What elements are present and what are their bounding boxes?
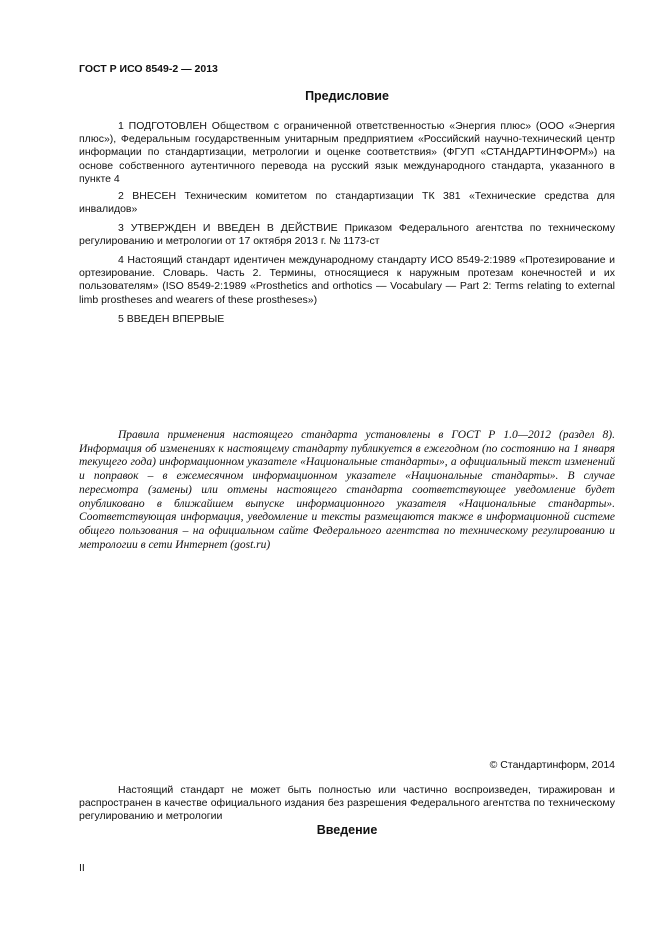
foreword-item-1: 1 ПОДГОТОВЛЕН Обществом с ограниченной ответственностью «Энергия плюс» (ООО «Энергия плюс»), Федеральным государственным унитарным предприятием «Российский научно-технический центр информации по стандартизации, метрологии и оценке соответствия» (ФГУП «СТАНДАРТИНФОРМ») на основе собственного аутентичного перевода на русский язык международного стандарта, указанного в пункте 4 <box>79 120 615 185</box>
foreword-title: Предисловие <box>305 89 389 103</box>
foreword-item-4: 4 Настоящий стандарт идентичен международному стандарту ИСО 8549-2:1989 «Протезирование и ортезирование. Словарь. Часть 2. Термины, относящиеся к наружным протезам конечностей и их пользователям» (ISO 8549-2:1989 «Prosthetics and orthotics — Vocabulary — Part 2: Terms relating to external limb prostheses and wearers of these prostheses») <box>79 254 615 306</box>
foreword-item-2: 2 ВНЕСЕН Техническим комитетом по стандартизации ТК 381 «Технические средства для инвалидов» <box>79 190 615 216</box>
rules-notice: Правила применения настоящего стандарта установлены в ГОСТ Р 1.0—2012 (раздел 8). Информация об изменениях к настоящему стандарту публикуется в ежегодном (по состоянию на 1 января текущего года) информационном указателе «Национальные стандарты», а официальный текст изменений и поправок – в ежемесячном информационном указателе «Национальные стандарты». В случае пересмотра (замены) или отмены настоящего стандарта соответствующее уведомление будет опубликовано в ближайшем выпуске информационного указателя «Национальные стандарты». Соответствующая информация, уведомление и тексты размещаются также в информационной системе общего пользования – на официальном сайте Федерального агентства по техническому регулированию и метрологии в сети Интернет (gost.ru) <box>79 429 615 551</box>
introduction-title: Введение <box>316 823 378 837</box>
foreword-item-5: 5 ВВЕДЕН ВПЕРВЫЕ <box>118 313 225 325</box>
foreword-item-3: 3 УТВЕРЖДЕН И ВВЕДЕН В ДЕЙСТВИЕ Приказом Федерального агентства по техническому регулированию и метрологии от 17 октября 2013 г. № 1173-ст <box>79 222 615 248</box>
copyright-line: © Стандартинформ, 2014 <box>489 759 615 771</box>
standard-code-header: ГОСТ Р ИСО 8549-2 — 2013 <box>79 63 218 75</box>
reproduction-notice: Настоящий стандарт не может быть полностью или частично воспроизведен, тиражирован и распространен в качестве официального издания без разрешения Федерального агентства по техническому регулированию и метрологии <box>79 784 615 823</box>
page-number: II <box>79 862 85 874</box>
